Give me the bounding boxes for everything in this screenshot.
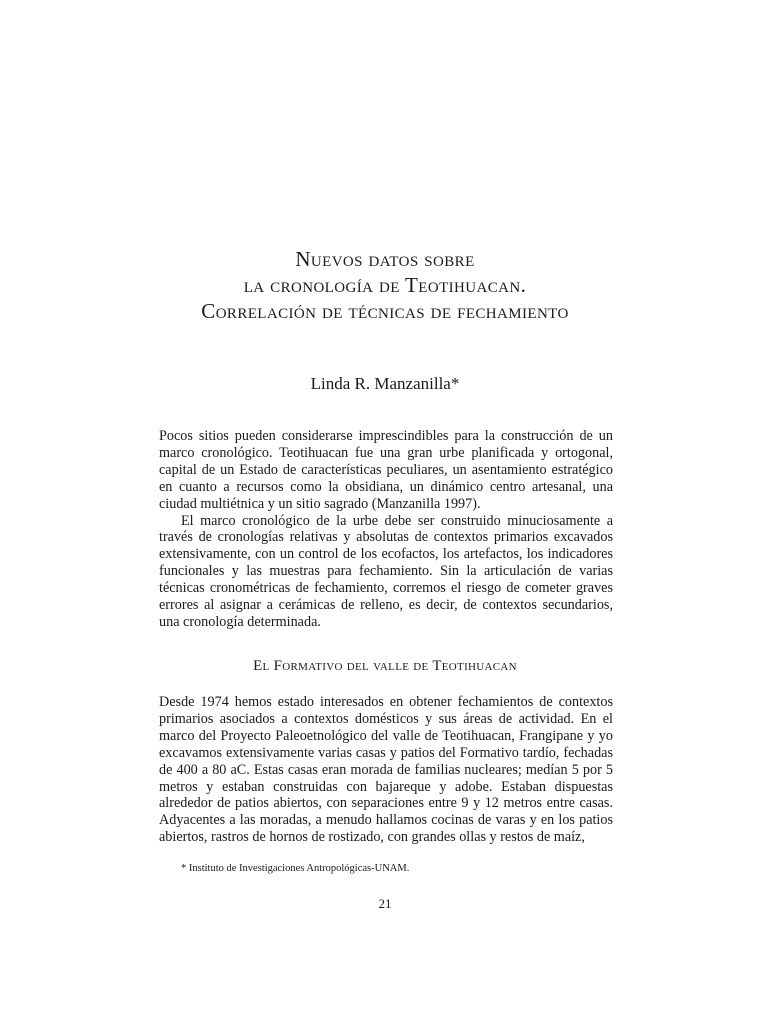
author-name: Linda R. Manzanilla* (310, 374, 460, 393)
article-title (0, 246, 770, 324)
intro-paragraph-1: Pocos sitios pueden considerarse imprescindibles para la construcción de un marco cronológico. Teotihuacan fue una gran urbe planificada y ortogonal, capital de un Estado de características peculiares, un asentamiento estratégico en cuanto a recursos como la obsidiana, un dinámico centro artesanal, una ciudad multiétnica y un sitio sagrado (Manzanilla 1997). (159, 428, 613, 512)
intro-paragraph-2: El marco cronológico de la urbe debe ser construido minuciosamente a través de cronologías relativas y absolutas de contextos primarios excavados extensivamente, con un control de los ecofactos, los artefactos, los indicadores funcionales y las muestras para fechamiento. Sin la articulación de varias técnicas cronométricas de fechamiento, corremos el riesgo de cometer graves errores al asignar a cerámicas de relleno, es decir, de contextos secundarios, una cronología determinada. (159, 512, 613, 630)
section-body (159, 694, 613, 846)
title-line-1: Nuevos datos sobre (295, 247, 475, 271)
footnote-abbr: UNAM. (374, 863, 410, 874)
title-line-2: la cronología de Teotihuacan. (243, 273, 527, 297)
title-line-3: Correlación de técnicas de fechamiento (201, 299, 569, 323)
section-paragraph-1: Desde 1974 hemos estado interesados en obtener fechamientos de contextos primarios asociados a contextos domésticos y sus áreas de actividad. En el marco del Proyecto Paleoetnológico del valle de Teotihuacan, Frangipane y yo excavamos extensivamente varias casas y patios del Formativo tardío, fechadas de 400 a 80 aC. Estas casas eran morada de familias nucleares; medían 5 por 5 metros y estaban construidas con bajareque y adobe. Estaban dispuestas alrededor de patios abiertos, con separaciones entre 9 y 12 metros entre casas. Adyacentes a las moradas, a menudo hallamos cocinas de varas y en los patios abiertos, rastros de hornos de rostizado, con grandes ollas y restos de maíz, (159, 694, 613, 846)
footnote (181, 862, 409, 876)
page-number: 21 (378, 896, 392, 911)
footnote-marker: * (181, 863, 187, 874)
section-heading: El Formativo del valle de Teotihuacan (253, 658, 517, 674)
intro-text (159, 428, 613, 631)
footnote-text: Instituto de Investigaciones Antropológicas- (188, 863, 375, 874)
